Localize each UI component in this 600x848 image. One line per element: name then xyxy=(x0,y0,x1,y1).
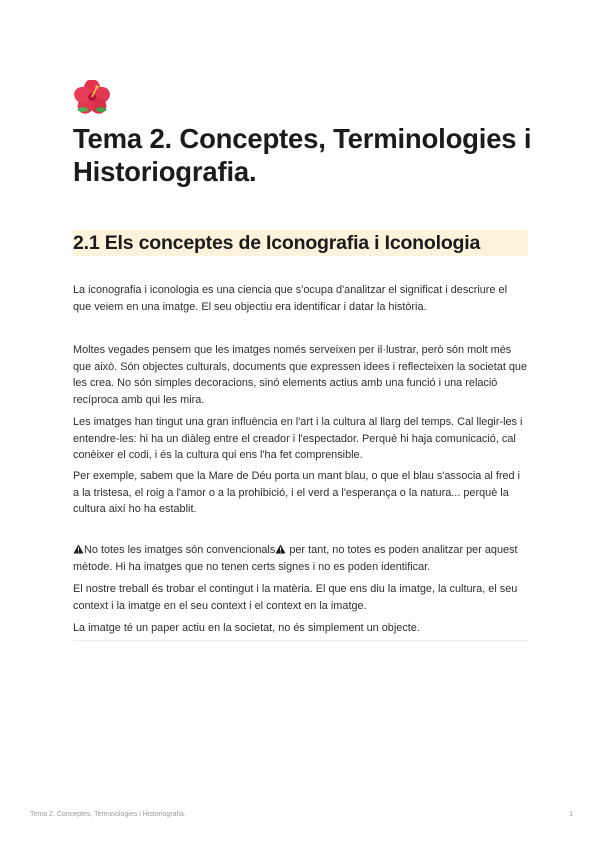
paragraph: El nostre treball és trobar el contingut i la matèria. El que ens diu la imatge, la cultura, el seu context i la imatge en el seu context i el context en la imatge. xyxy=(73,583,518,612)
paragraph: La imatge té un paper actiu en la societat, no és simplement un objecte. xyxy=(73,622,420,634)
hibiscus-icon xyxy=(73,80,111,116)
divider xyxy=(73,640,528,641)
warning-continuation: per tant, no totes es poden analitzar per aquest mètode. Hi ha imatges que no tenen certs signes i no es poden identificar. xyxy=(73,544,518,573)
warning-icon xyxy=(73,544,84,554)
warning-text: No totes les imatges són convencionals xyxy=(84,544,276,556)
warning-icon xyxy=(275,544,286,554)
paragraph: Les imatges han tingut una gran influència en l'art i la cultura al llarg del temps. Cal llegir-les i entendre-les: hi ha un diàleg entre el creador i l'espectador. Perquè hi haja comunicació, cal conèixer el codi, i és la cultura qui ens l'ha fet comprensible. xyxy=(73,416,523,461)
warning-paragraph xyxy=(73,542,528,575)
page-number: 1 xyxy=(569,811,573,818)
section-heading: 2.1 Els conceptes de Iconografia i Iconologia xyxy=(73,230,528,256)
paragraph: Moltes vegades pensem que les imatges només serveixen per il·lustrar, però són molt més que això. Són objectes culturals, documents que expressen idees i reflecteixen la societat que les crea. No són simples decoracions, sinó elements actius amb una funció i una relació recíproca amb qui les mira. xyxy=(73,344,528,406)
page-title: Tema 2. Conceptes, Terminologies i Historiografia. xyxy=(73,123,532,187)
footer-title: Tema 2. Conceptes, Terminologies i Historiografia. xyxy=(30,811,186,818)
paragraph: Per exemple, sabem que la Mare de Déu porta un mant blau, o que el blau s'associa al fred i a la tristesa, el roig a l'amor o a la prohibició, i el verd a l'esperança o la natura... perquè la cultura així ho ha establit. xyxy=(73,470,521,515)
paragraph: La iconografia i iconologia es una ciencia que s'ocupa d'analitzar el significat i descriure el que veiem en una imatge. El seu objectiu era identificar i datar la història. xyxy=(73,284,507,313)
